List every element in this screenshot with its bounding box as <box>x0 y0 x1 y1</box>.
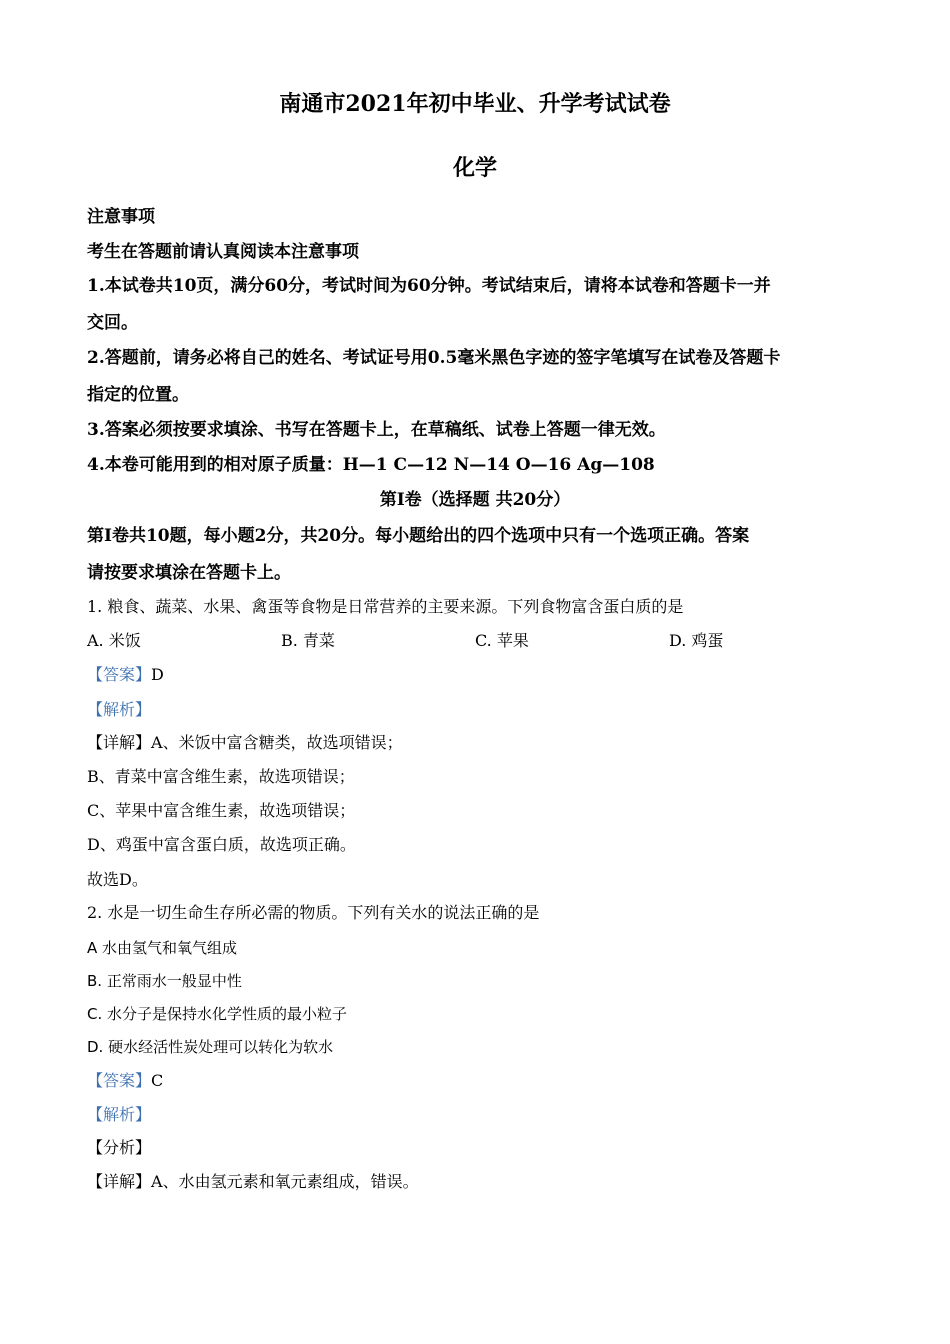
q2-answer-value: C <box>151 1071 164 1090</box>
notes-item-4: 4.本卷可能用到的相对原子质量：H—1 C—12 N—14 O—16 Ag—108 <box>87 455 655 475</box>
q2-detail-a-text: A、水由氢元素和氧元素组成，错误。 <box>151 1172 419 1191</box>
q2-fenxi-label: 【分析】 <box>87 1138 152 1157</box>
notes-intro: 考生在答题前请认真阅读本注意事项 <box>87 242 359 262</box>
q1-option-b: B. 青菜 <box>281 631 335 650</box>
section-1-heading: 第Ⅰ卷（选择题 共20分） <box>379 490 571 510</box>
q2-detail-a <box>87 1172 419 1192</box>
notes-item-3: 3.答案必须按要求填涂、书写在答题卡上，在草稿纸、试卷上答题一律无效。 <box>87 420 666 440</box>
notes-heading: 注意事项 <box>87 207 155 227</box>
q1-option-d: D. 鸡蛋 <box>669 631 724 650</box>
q1-answer-value: D <box>151 665 164 684</box>
q1-detail-b: B、青菜中富含维生素，故选项错误； <box>87 767 355 786</box>
q1-answer-label: 【答案】 <box>87 665 152 684</box>
q1-conclusion: 故选D。 <box>87 870 148 889</box>
notes-item-2-line-2: 指定的位置。 <box>87 385 189 405</box>
q1-detail-c: C、苹果中富含维生素，故选项错误； <box>87 801 356 820</box>
notes-item-2-line-1: 2.答题前，请务必将自己的姓名、考试证号用0.5毫米黑色字迹的签字笔填写在试卷及答题卡 <box>87 348 781 368</box>
q1-detail-d: D、鸡蛋中富含蛋白质，故选项正确。 <box>87 835 356 854</box>
q2-answer <box>87 1071 163 1091</box>
q1-detail-label: 【详解】 <box>87 733 152 752</box>
section-1-desc-line-2: 请按要求填涂在答题卡上。 <box>87 563 291 583</box>
q2-option-d: D. 硬水经活性炭处理可以转化为软水 <box>87 1038 334 1056</box>
exam-title: 南通市2021年初中毕业、升学考试试卷 <box>279 91 671 117</box>
notes-item-1-line-2: 交回。 <box>87 313 138 333</box>
q2-option-a: A 水由氢气和氧气组成 <box>87 939 238 957</box>
q2-option-c: C. 水分子是保持水化学性质的最小粒子 <box>87 1005 348 1023</box>
subject-title: 化学 <box>452 155 497 181</box>
notes-item-1-line-1: 1.本试卷共10页，满分60分，考试时间为60分钟。考试结束后，请将本试卷和答题卡一并 <box>87 276 771 296</box>
q2-answer-label: 【答案】 <box>87 1071 152 1090</box>
q2-analysis-label: 【解析】 <box>87 1105 152 1124</box>
q1-answer <box>87 665 164 685</box>
q2-detail-label: 【详解】 <box>87 1172 152 1191</box>
q1-detail-a <box>87 733 403 753</box>
q1-analysis-label: 【解析】 <box>87 700 152 719</box>
q1-option-a: A. 米饭 <box>87 631 141 650</box>
q1-detail-a-text: A、米饭中富含糖类，故选项错误； <box>151 733 403 752</box>
q2-option-b: B. 正常雨水一般显中性 <box>87 972 242 990</box>
section-1-desc-line-1: 第Ⅰ卷共10题，每小题2分，共20分。每小题给出的四个选项中只有一个选项正确。答案 <box>87 526 750 546</box>
q1-option-c: C. 苹果 <box>475 631 529 650</box>
q2-stem: 2. 水是一切生命生存所必需的物质。下列有关水的说法正确的是 <box>87 903 540 922</box>
q1-stem: 1. 粮食、蔬菜、水果、禽蛋等食物是日常营养的主要来源。下列食物富含蛋白质的是 <box>87 597 684 616</box>
